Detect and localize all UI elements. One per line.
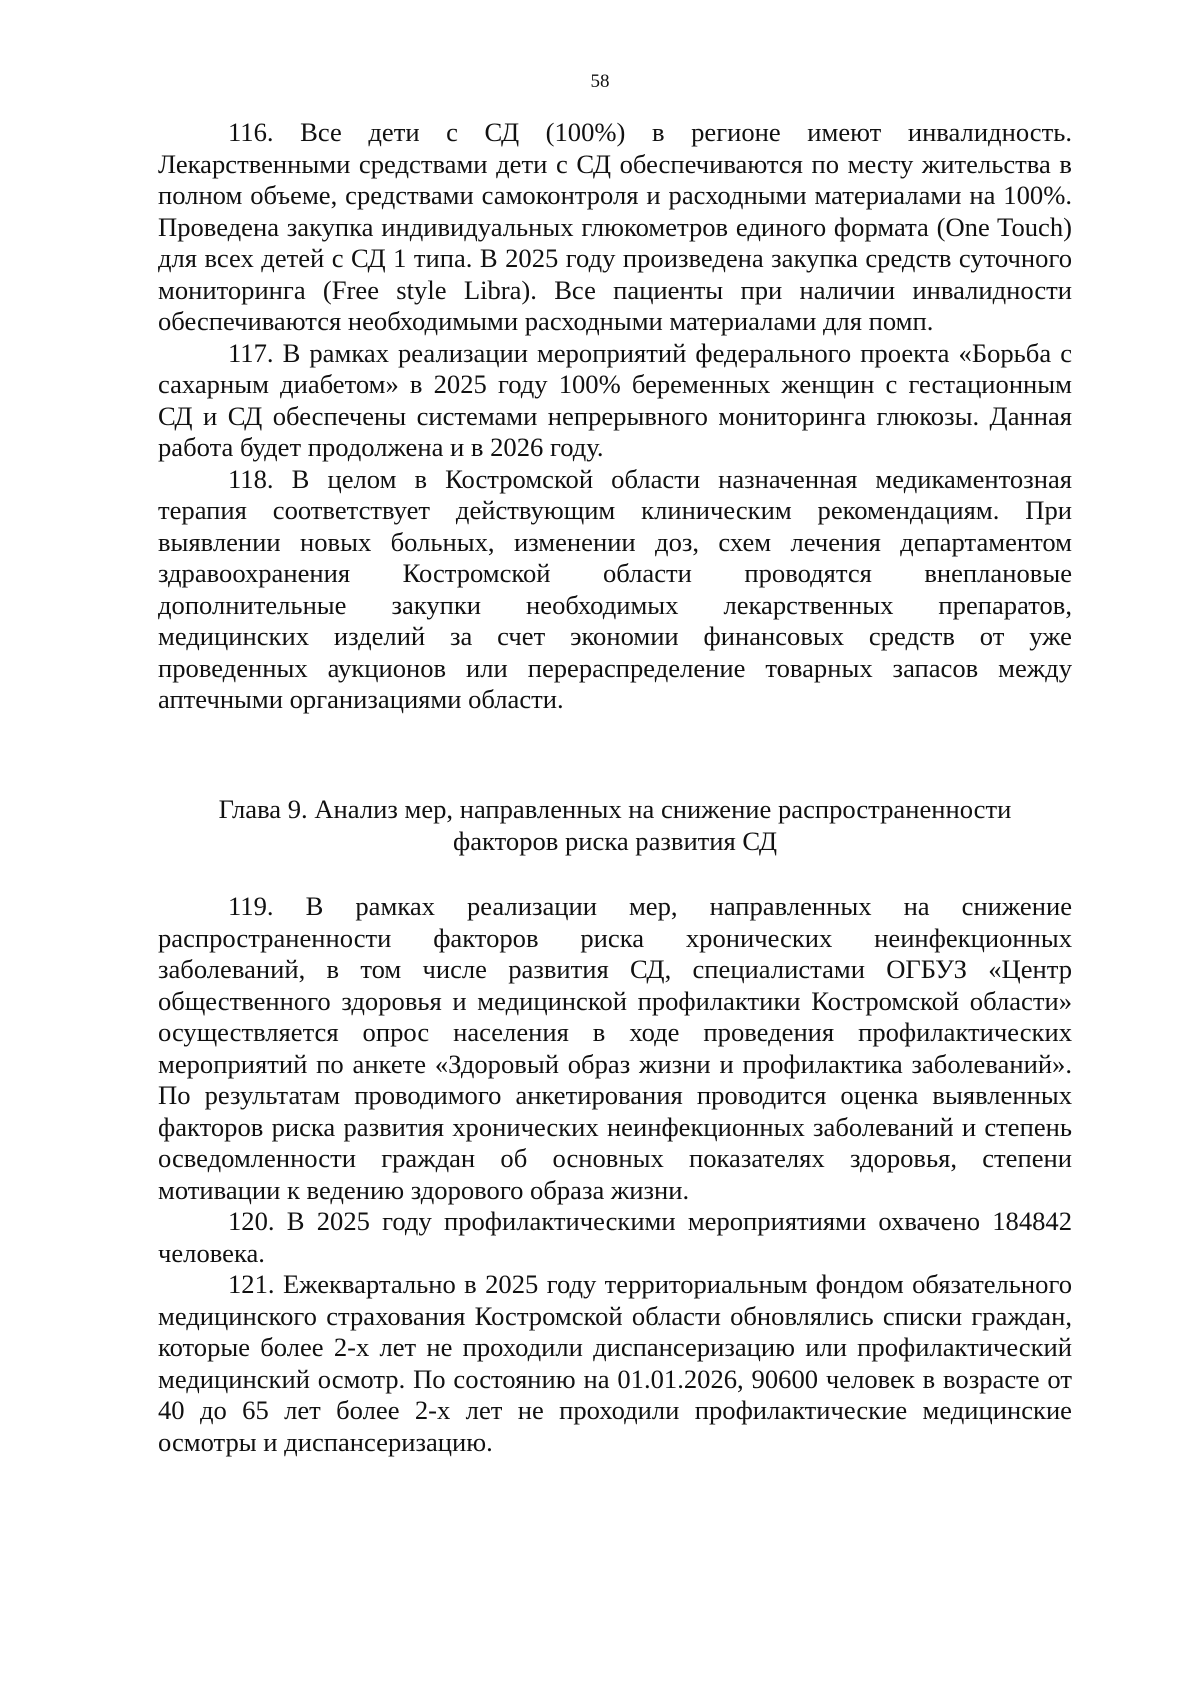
paragraph-116 — [158, 117, 1072, 338]
chapter-heading — [158, 793, 1072, 857]
paragraph-text: Ежеквартально в 2025 году территориальным фондом обязательного медицинского страхования Костромской области обновлялись списки граждан, которые более 2-х лет не проходили диспансеризацию или профилактический медицинский осмотр. По состоянию на 01.01.2026, 90600 человек в возрасте от 40 до 65 лет более 2-х лет не проходили профилактические медицинские осмотры и диспансеризацию. — [158, 1269, 1072, 1457]
paragraph-text: В рамках реализации мероприятий федерального проекта «Борьба с сахарным диабетом» в 2025 году 100% беременных женщин с гестационным СД и СД обеспечены системами непрерывного мониторинга глюкозы. Данная работа будет продолжена и в 2026 году. — [158, 337, 1072, 462]
paragraph-119 — [158, 891, 1072, 1206]
paragraph-number: 116. — [228, 117, 274, 147]
top-section — [158, 117, 1072, 716]
paragraph-text: В рамках реализации мер, направленных на снижение распространенности факторов риска хронических неинфекционных заболеваний, в том числе развития СД, специалистами ОГБУЗ «Центр общественного здоровья и медицинской профилактики Костромской области» осуществляется опрос населения в ходе проведения профилактических мероприятий по анкете «Здоровый образ жизни и профилактика заболеваний». По результатам проводимого анкетирования проводится оценка выявленных факторов риска развития хронических неинфекционных заболеваний и степень осведомленности граждан об основных показателях здоровья, степени мотивации к ведению здорового образа жизни. — [158, 891, 1072, 1205]
paragraph-number: 121. — [228, 1269, 275, 1299]
bottom-section — [158, 891, 1072, 1458]
page-number: 58 — [590, 71, 610, 92]
paragraph-number: 117. — [228, 337, 274, 368]
paragraph-text: В целом в Костромской области назначенная медикаментозная терапия соответствует действующим клиническим рекомендациям. При выявлении новых больных, изменении доз, схем лечения департаментом здравоохранения Костромской области проводятся внеплановые дополнительные закупки необходимых лекарственных препаратов, медицинских изделий за счет экономии финансовых средств от уже проведенных аукционов или перераспределение товарных запасов между аптечными организациями области. — [158, 463, 1072, 714]
chapter-heading-line-1: Глава 9. Анализ мер, направленных на снижение распространенности — [218, 794, 1012, 824]
paragraph-117 — [158, 338, 1072, 464]
paragraph-number: 118. — [228, 463, 274, 494]
paragraph-118 — [158, 464, 1072, 716]
paragraph-121 — [158, 1269, 1072, 1458]
chapter-heading-line-2: факторов риска развития СД — [453, 826, 777, 856]
paragraph-number: 120. — [228, 1206, 275, 1236]
paragraph-text: Все дети с СД (100%) в регионе имеют инвалидность. Лекарственными средствами дети с СД обеспечиваются по месту жительства в полном объеме, средствами самоконтроля и расходными материалами на 100%. Проведена закупка индивидуальных глюкометров единого формата (One Touch) для всех детей с СД 1 типа. В 2025 году произведена закупка средств суточного мониторинга (Free style Libra). Все пациенты при наличии инвалидности обеспечиваются необходимыми расходными материалами для помп. — [158, 117, 1072, 336]
paragraph-120 — [158, 1206, 1072, 1269]
paragraph-text: В 2025 году профилактическими мероприятиями охвачено 184842 человека. — [158, 1206, 1073, 1268]
paragraph-number: 119. — [228, 891, 274, 921]
